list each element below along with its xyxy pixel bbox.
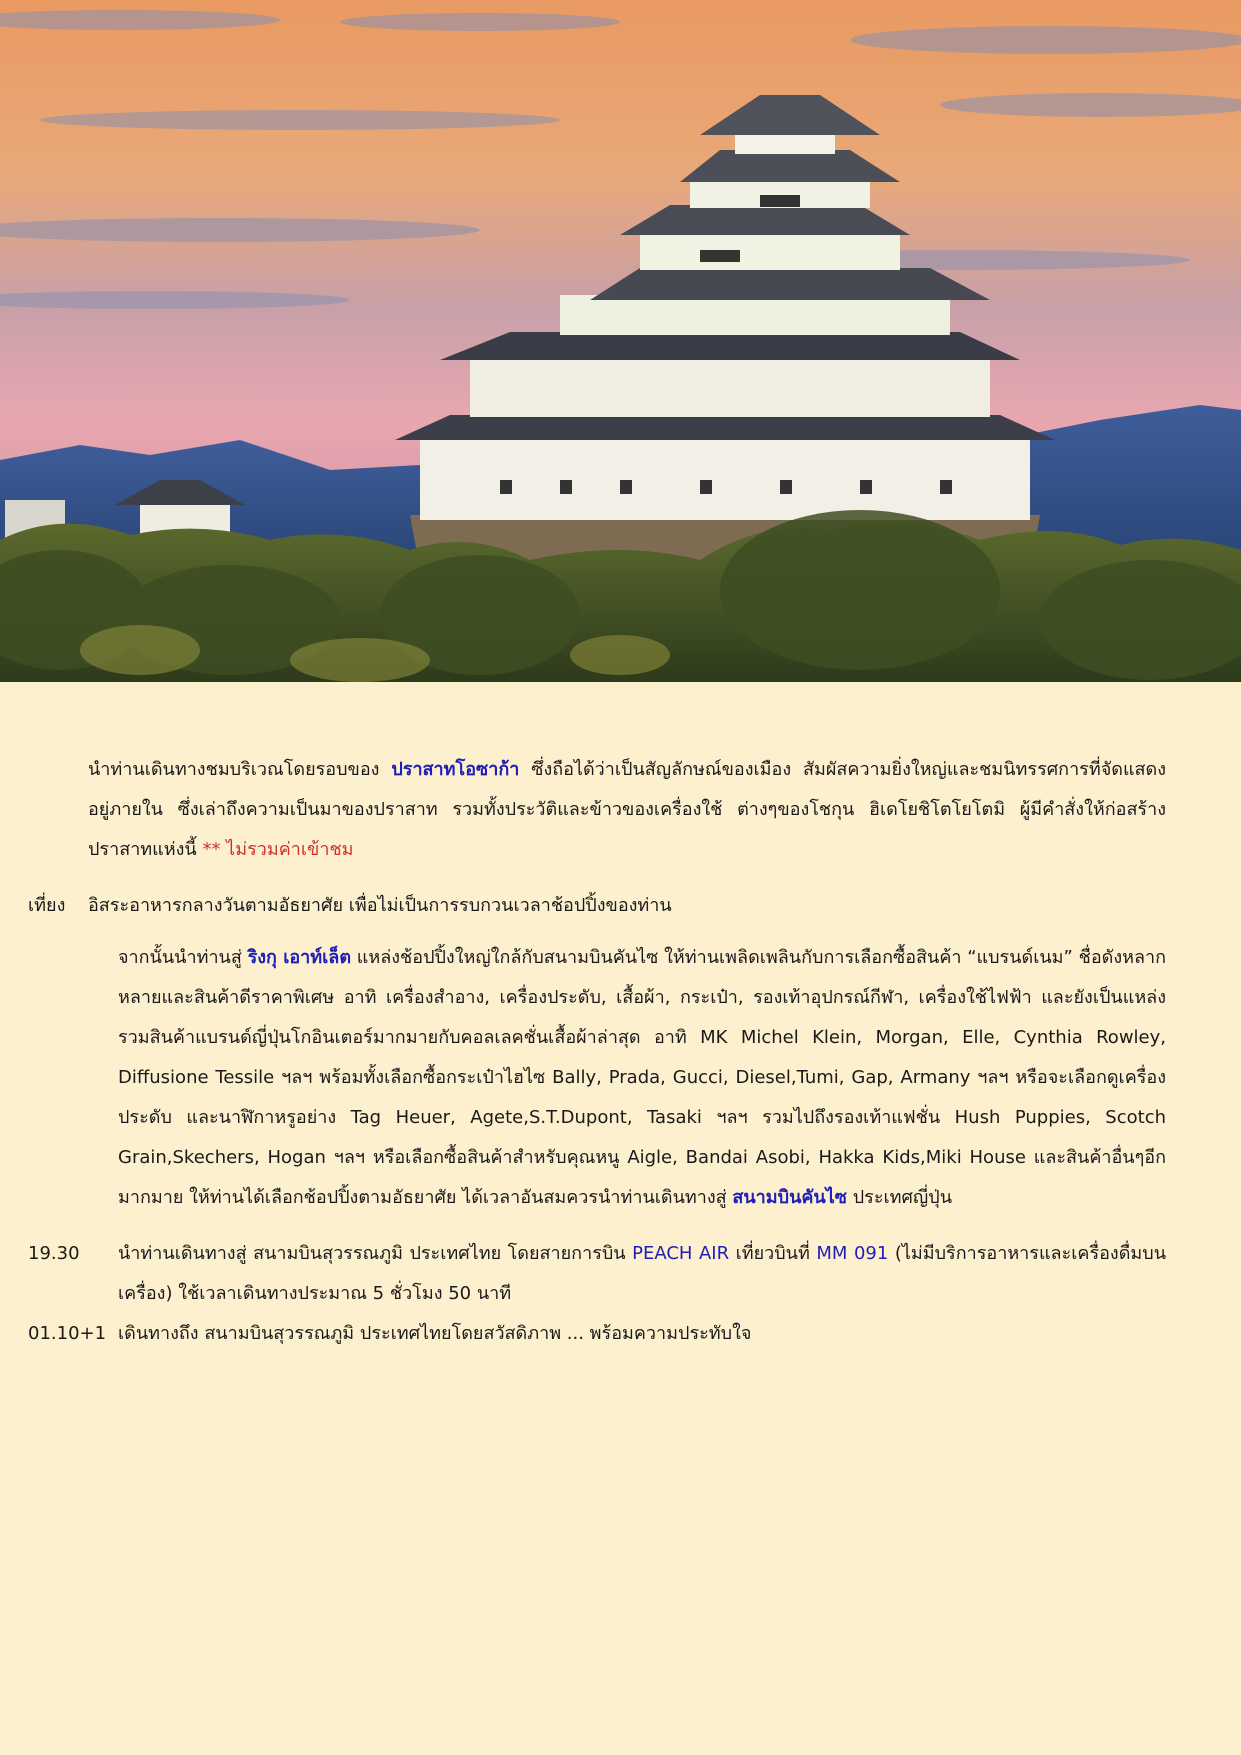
intro-text-after: ซึ่งถือได้ว่าเป็นสัญลักษณ์ของเมือง สัมผัสความยิ่งใหญ่และชมนิทรรศการที่จัดแสดงอยู่ภายใน ซึ่งเล่าถึงความเป็นมาของปราสาท รวมทั้งประวัติและข้าวของเครื่องใช้ ต่างๆของโชกุน ฮิเดโยชิโตโยโตมิ ผู้มีคำสั่งให้ก่อสร้างปราสาทแห่งนี้ [88,759,1167,860]
shopping-text-middle: แหล่งช้อปปิ้งใหญ่ใกล้กับสนามบินคันไซ ให้ท่านเพลิดเพลินกับการเลือกซื้อสินค้า “แบรนด์เนม” ชื่อดังหลากหลายและสินค้าดีราคาพิเศษ อาทิ เครื่องสำอาง, เครื่องประดับ, เสื้อผ้า, กระเป๋า, รองเท้าอุปกรณ์กีฬา, เครื่องใช้ไฟฟ้า และยังเป็นแหล่งรวมสินค้าแบรนด์ญี่ปุ่นโกอินเตอร์มากมายกับคอลเลคชั่นเสื้อผ้าล่าสุด อาทิ MK Michel Klein, Morgan, Elle, Cynthia Rowley, Diffusione Tessile ฯลฯ พร้อมทั้งเลือกซื้อกระเป๋าไฮไซ Bally, Prada, Gucci, Diesel,Tumi, Gap, Armany ฯลฯ หรือจะเลือกดูเครื่องประดับ และนาฬิกาหรูอย่าง Tag Heuer, Agete,S.T.Dupont, Tasaki ฯลฯ รวมไปถึงรองเท้าแฟชั่น Hush Puppies, Scotch Grain,Skechers, Hogan ฯลฯ หรือเลือกซื้อสินค้าสำหรับคุณหนู Aigle, Bandai Asobi, Hakka Kids,Miki House และสินค้าอื่นๆอีกมากมาย ให้ท่านได้เลือกช้อปปิ้งตามอัธยาศัย ได้เวลาอันสมควรนำท่านเดินทางสู่ [118,947,1167,1208]
hero-image [0,0,1241,682]
airline-name: PEACH AIR [632,1243,730,1264]
shopping-paragraph [118,938,1166,1218]
lunch-row [0,886,1241,926]
lunch-label: เที่ยง [28,895,66,916]
flight-text-after: (ไม่มีบริการอาหารและเครื่องดื่มบนเครื่อง) ใช้เวลาเดินทางประมาณ 5 ชั่วโมง 50 นาที [118,1243,1167,1304]
itinerary-content [0,750,1241,1354]
arrival-time: 01.10+1 [28,1323,107,1344]
lunch-text: อิสระอาหารกลางวันตามอัธยาศัย เพื่อไม่เป็นการรบกวนเวลาช้อปปิ้งของท่าน [88,895,672,916]
castle-name: ปราสาทโอซาก้า [391,759,520,780]
airport-name: สนามบินคันไซ [732,1187,847,1208]
arrival-row [0,1314,1241,1354]
flight-text-before: นำท่านเดินทางสู่ สนามบินสุวรรณภูมิ ประเทศไทย โดยสายการบิน [118,1243,633,1264]
flight-text-middle: เที่ยวบินที่ [729,1243,817,1264]
admission-note: ** ไม่รวมค่าเข้าชม [202,839,354,860]
shopping-text-after: ประเทศญี่ปุ่น [847,1187,952,1208]
intro-text-before: นำท่านเดินทางชมบริเวณโดยรอบของ [88,759,392,780]
flight-time: 19.30 [28,1243,80,1264]
castle-paragraph [88,750,1166,870]
outlet-name: ริงกุ เอาท์เล็ต [247,947,352,968]
flight-text [118,1234,1166,1314]
flight-number: MM 091 [816,1243,889,1264]
shopping-text-before: จากนั้นนำท่านสู่ [118,947,248,968]
flight-row [0,1234,1241,1314]
arrival-text: เดินทางถึง สนามบินสุวรรณภูมิ ประเทศไทยโดยสวัสดิภาพ ... พร้อมความประทับใจ [118,1323,752,1344]
